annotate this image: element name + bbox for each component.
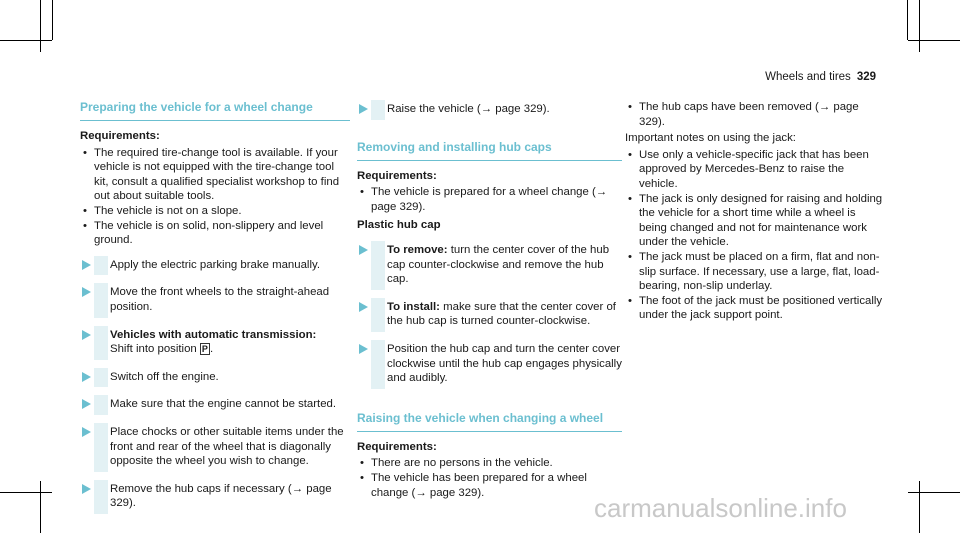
- arrow-icon: [82, 330, 91, 340]
- gear-p-icon: P: [201, 344, 208, 355]
- list-item: • The jack must be placed on a firm, flat and non-slip surface. If necessary, use a large, flat, load-bearing, non-slip underlay.: [625, 250, 883, 294]
- list-item: • The required tire-change tool is available. If your vehicle is not equipped with the tire-change tool kit, consult a qualified specialist workshop to find out about suitable tools.: [80, 146, 350, 204]
- section-heading: Raising the vehicle when changing a wheel: [357, 411, 622, 432]
- instruction-step: Remove the hub caps if necessary (→ page 329).: [80, 480, 350, 514]
- crop-mark: [908, 40, 960, 41]
- instruction-step: Vehicles with automatic transmission: Shift into position P .: [80, 326, 350, 360]
- instruction-step: Switch off the engine.: [80, 368, 350, 388]
- instruction-step: Apply the electric parking brake manually.: [80, 256, 350, 276]
- arrow-icon: [359, 302, 368, 312]
- requirements-list: [357, 456, 622, 500]
- list-item: • There are no persons in the vehicle.: [357, 456, 622, 471]
- arrow-icon: [359, 245, 368, 255]
- instruction-step: Place chocks or other suitable items under the front and rear of the wheel that is diagonally opposite the wheel you wish to change.: [80, 423, 350, 472]
- instruction-step: Raise the vehicle (→ page 329).: [357, 100, 622, 120]
- crop-mark: [0, 40, 52, 41]
- column-3: [625, 100, 883, 323]
- instruction-step: To remove: turn the center cover of the hub cap counter-clockwise and remove the hub cap.: [357, 241, 622, 290]
- list-item: • Use only a vehicle-specific jack that has been approved by Mercedes-Benz to raise the vehicle.: [625, 148, 883, 192]
- watermark: carmanualsonline.info: [594, 493, 847, 523]
- crop-mark: [0, 492, 52, 493]
- list-item: • The jack is only designed for raising and holding the vehicle for a short time while a wheel is being changed and not for maintenance work under the vehicle.: [625, 192, 883, 250]
- arrow-icon: [82, 427, 91, 437]
- crop-mark: [52, 0, 53, 40]
- crop-mark: [919, 0, 920, 52]
- section-heading: Removing and installing hub caps: [357, 140, 622, 161]
- requirements-label: Requirements:: [80, 130, 160, 142]
- running-header: [765, 70, 876, 85]
- arrow-icon: [82, 287, 91, 297]
- section-title: Wheels and tires: [765, 71, 851, 83]
- page-number: 329: [856, 71, 876, 83]
- requirements-label: Requirements:: [357, 440, 437, 453]
- arrow-icon: [359, 344, 368, 354]
- section-heading: Preparing the vehicle for a wheel change: [80, 100, 350, 121]
- instruction-step: Make sure that the engine cannot be started.: [80, 395, 350, 415]
- arrow-icon: [82, 260, 91, 270]
- list-item: • The foot of the jack must be positioned vertically under the jack support point.: [625, 294, 883, 323]
- instruction-step: Position the hub cap and turn the center cover clockwise until the hub cap engages physically and audibly.: [357, 340, 622, 389]
- list-item: • The vehicle is prepared for a wheel change (→ page 329).: [357, 185, 622, 214]
- list-item: • The vehicle is not on a slope.: [80, 204, 350, 219]
- requirements-list: [625, 100, 883, 129]
- crop-mark: [919, 481, 920, 533]
- subheading: Plastic hub cap: [357, 219, 441, 232]
- crop-mark: [40, 481, 41, 533]
- crop-mark: [40, 0, 41, 52]
- arrow-icon: [82, 372, 91, 382]
- notes-list: [625, 148, 883, 323]
- notes-label: Important notes on using the jack:: [625, 132, 796, 145]
- requirements-label: Requirements:: [357, 169, 437, 182]
- crop-mark: [907, 0, 908, 40]
- column-1: [80, 100, 350, 514]
- requirements-list: [80, 146, 350, 248]
- arrow-icon: [82, 399, 91, 409]
- list-item: • The vehicle has been prepared for a wheel change (→ page 329).: [357, 471, 622, 500]
- requirements-list: [357, 185, 622, 214]
- arrow-icon: [82, 484, 91, 494]
- crop-mark: [908, 492, 960, 493]
- list-item: • The vehicle is on solid, non-slippery and level ground.: [80, 219, 350, 248]
- column-2: [357, 100, 622, 500]
- arrow-icon: [359, 104, 368, 114]
- instruction-step: Move the front wheels to the straight-ahead position.: [80, 283, 350, 317]
- list-item: • The hub caps have been removed (→ page 329).: [625, 100, 883, 129]
- instruction-step: To install: make sure that the center cover of the hub cap is turned counter-clockwise.: [357, 298, 622, 332]
